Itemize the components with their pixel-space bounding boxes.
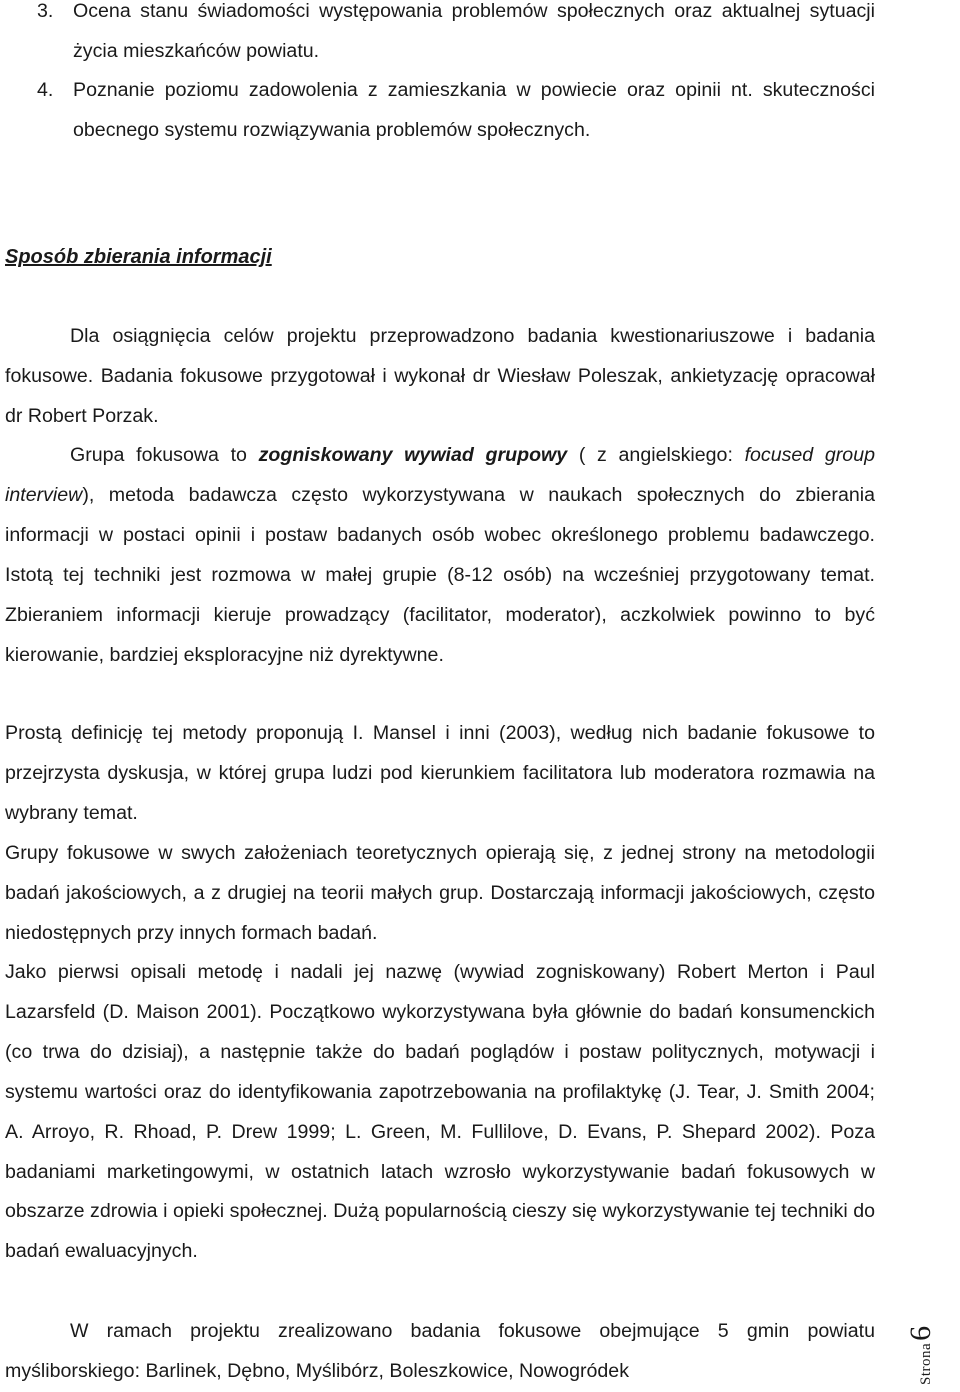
list-item [37,0,875,71]
paragraph [5,1312,875,1392]
paragraph-text: ( z angielskiego: [567,444,745,466]
list-item [37,71,875,150]
list-number: 3. [37,0,54,22]
paragraph-text: Dla osiągnięcia celów projektu przeprowadzono badania kwestionariuszowe i badania fokusowe. Badania fokusowe przygotował i wykonał dr Wiesław Poleszak, ankietyzację opracował dr Robert Porzak. [5,325,875,427]
page-label: Strona [918,1342,934,1385]
paragraph [5,436,875,675]
list-text: Poznanie poziomu zadowolenia z zamieszkania w powiecie oraz opinii nt. skuteczności obecnego systemu rozwiązywania problemów społecznych. [73,79,875,141]
paragraph: Prostą definicję tej metody proponują I. Mansel i inni (2003), według nich badanie fokusowe to przejrzysta dyskusja, w której grupa ludzi pod kierunkiem facilitatora lub moderatora rozmawia na wybrany temat. [5,722,875,824]
list-number: 4. [37,79,54,101]
list-text: Ocena stanu świadomości występowania problemów społecznych oraz aktualnej sytuacji życia mieszkańców powiatu. [73,0,875,62]
paragraph [5,317,875,437]
paragraph: Grupy fokusowe w swych założeniach teoretycznych opierają się, z jednej strony na metodologii badań jakościowych, a z drugiej na teorii małych grup. Dostarczają informacji jakościowych, często niedostępnych przy innych formach badań. [5,842,875,944]
emphasis-term: zogniskowany wywiad grupowy [258,444,568,466]
paragraph: Jako pierwsi opisali metodę i nadali jej nazwę (wywiad zogniskowany) Robert Merton i Paul Lazarsfeld (D. Maison 2001). Początkowo wykorzystywana była głównie do badań konsumenckich (co trwa do dzisiaj), a następnie także do badań poglądów i postaw politycznych, motywacji i systemu wartości oraz do identyfikowania zapotrzebowania na profilaktykę (J. Tear, J. Smith 2004; A. Arroyo, R. Rhoad, P. Drew 1999; L. Green, M. Fullilove, D. Evans, P. Shepard 2002). Poza badaniami marketingowymi, w ostatnich latach wzrosło wykorzystywanie badań fokusowych w obszarze zdrowia i opieki społecznej. Dużą popularnością cieszy się wykorzystywanie tej techniki do badań ewaluacyjnych. [5,961,875,1263]
page-number-footer [904,1305,960,1385]
section-heading: Sposób zbierania informacji [5,246,272,268]
paragraph-text: W ramach projektu zrealizowano badania fokusowe obejmujące 5 gmin powiatu myśliborskiego: Barlinek, Dębno, Myślibórz, Boleszkowice, Nowogródek [5,1320,875,1382]
page-number: 6 [904,1325,937,1341]
paragraph-text: Grupa fokusowa to [70,444,259,466]
paragraph-text: ), metoda badawcza często wykorzystywana w naukach społecznych do zbierania informacji w postaci opinii i postaw badanych osób wobec określonego problemu badawczego. Istotą tej techniki jest rozmowa w małej grupie (8-12 osób) na wcześniej przygotowany temat. Zbieraniem informacji kieruje prowadzący (facilitator, moderator), aczkolwiek powinno to być kierowanie, bardziej eksploracyjne niż dyrektywne. [5,483,875,666]
english-term: focused group interview [5,444,875,506]
